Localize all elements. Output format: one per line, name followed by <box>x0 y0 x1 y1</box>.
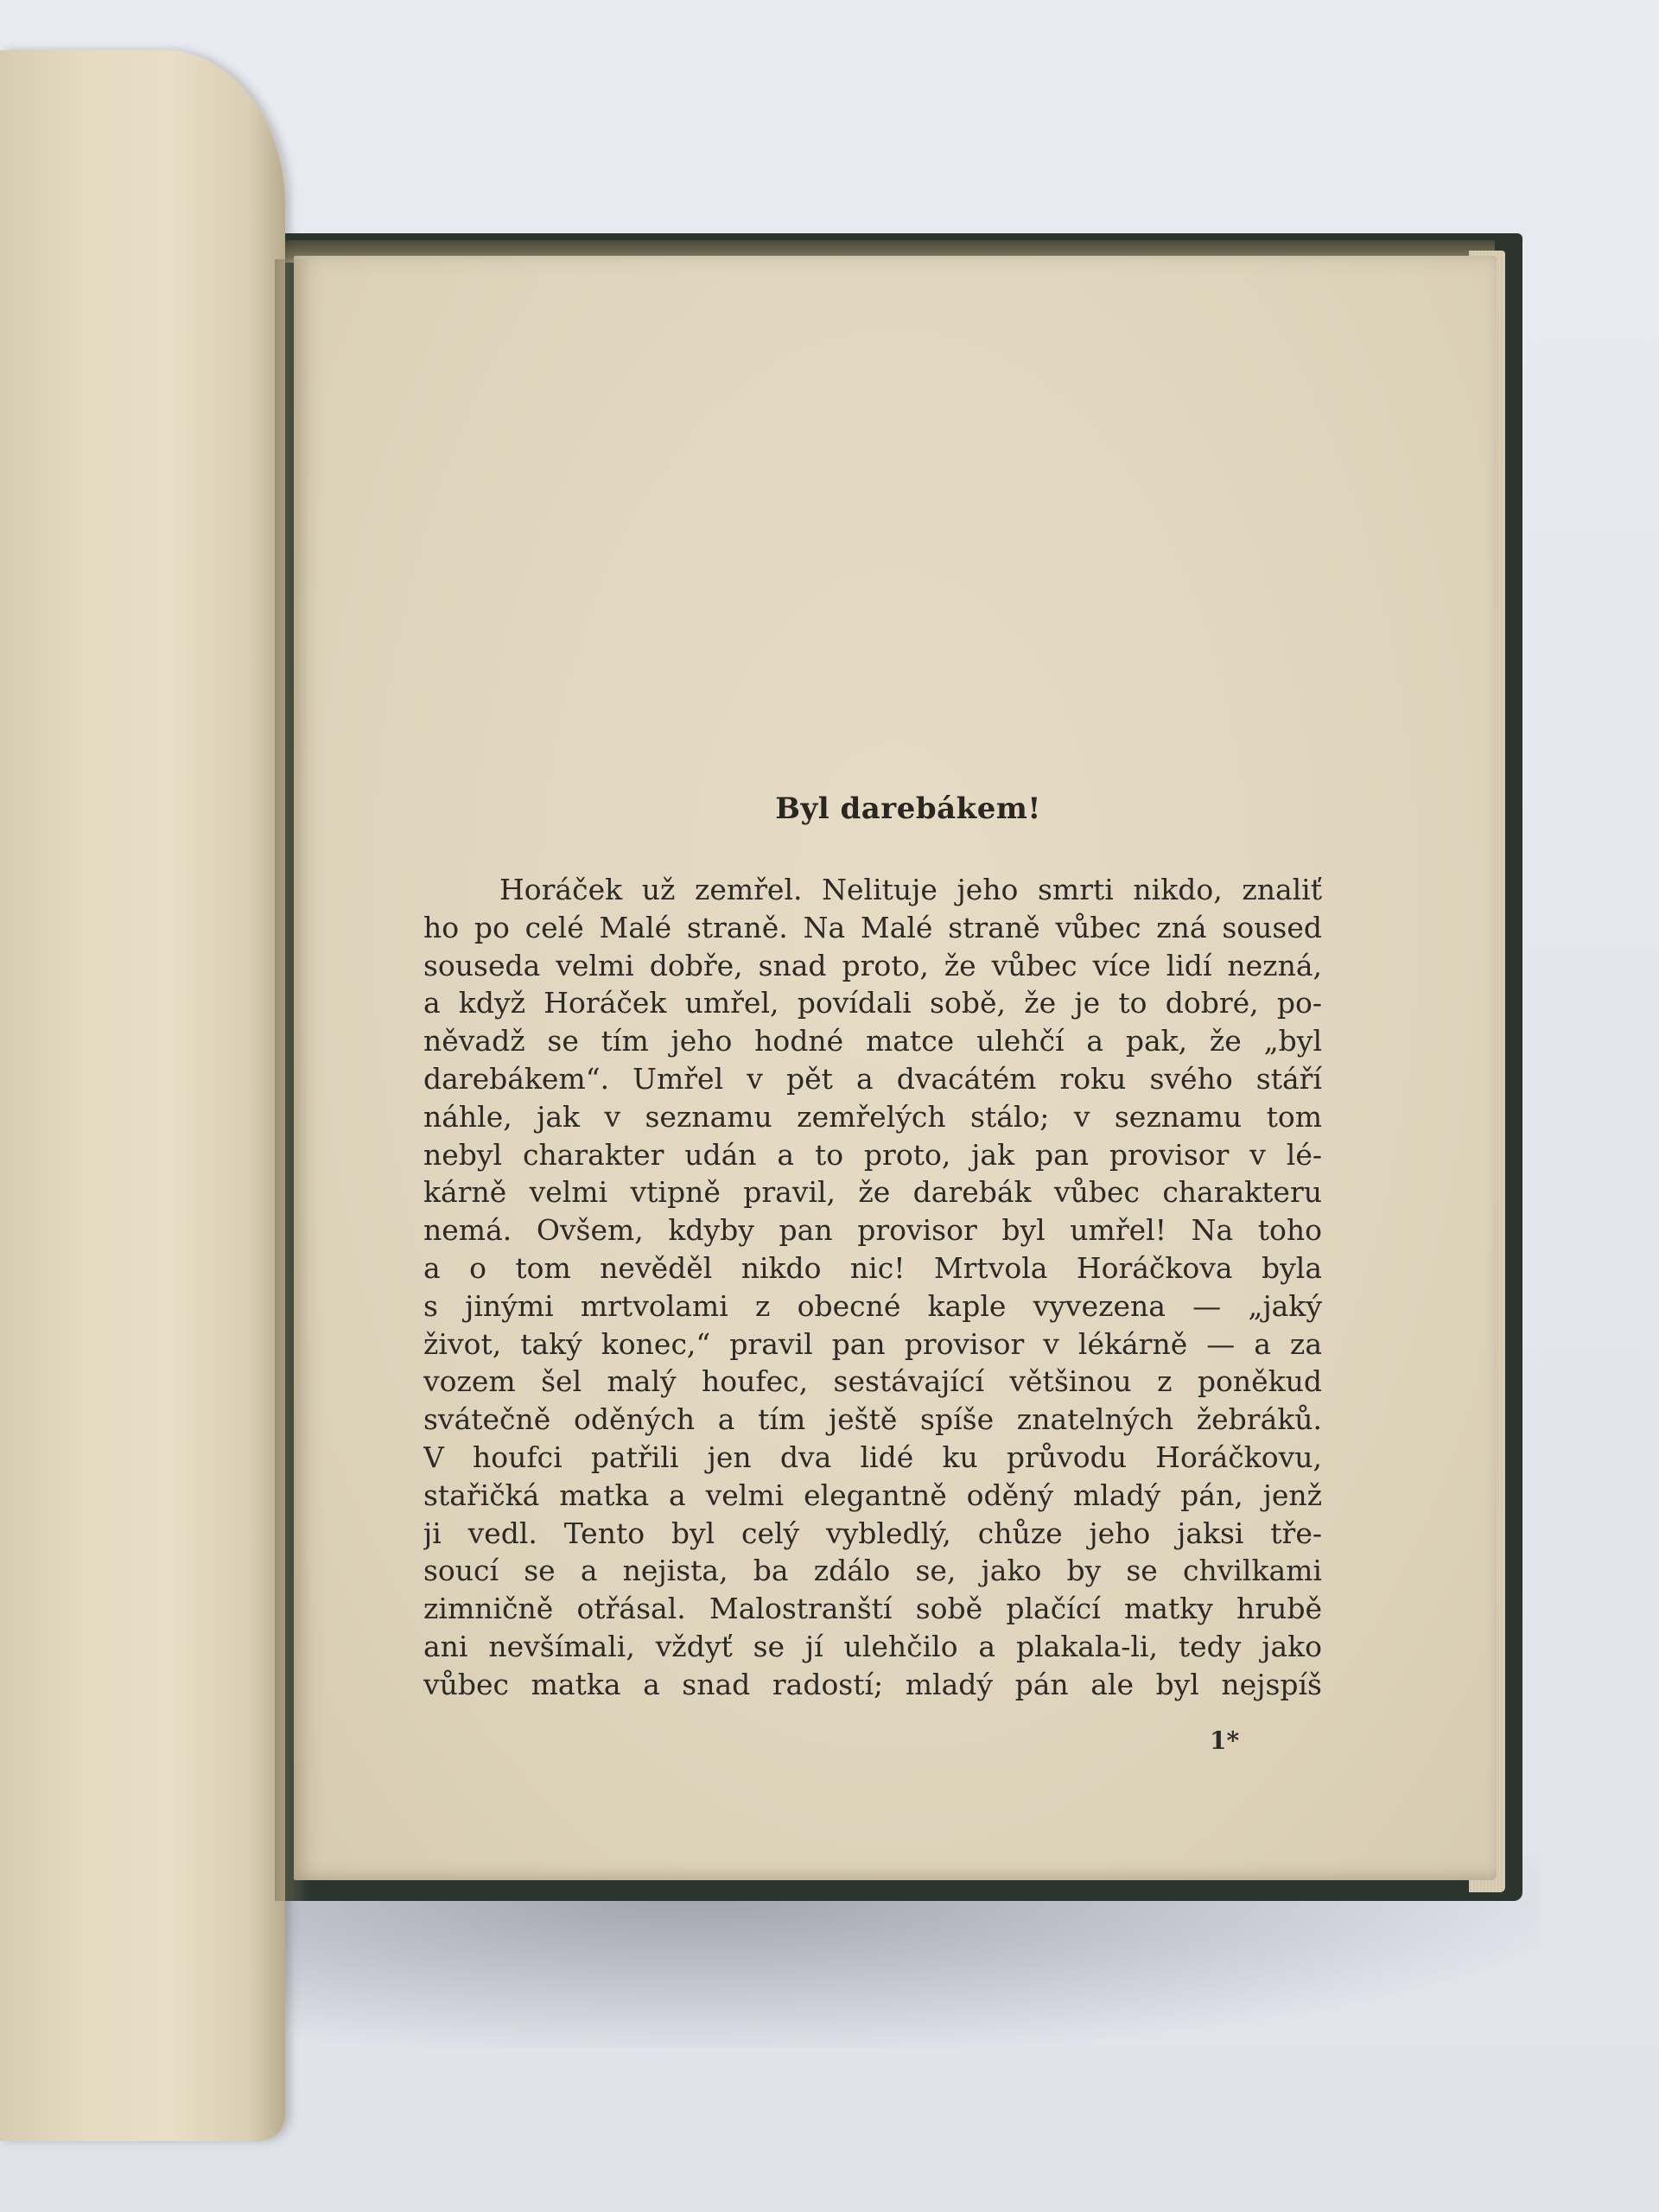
text-line: život, taký konec,“ pravil pan provisor v lékárně — a za <box>423 1326 1322 1361</box>
text-line: kárně velmi vtipně pravil, že darebák vůbec charakteru <box>423 1175 1322 1210</box>
text-line: něvadž se tím jeho hodné matce ulehčí a pak, že „byl <box>423 1024 1322 1058</box>
text-line: náhle, jak v seznamu zemřelých stálo; v seznamu tom <box>423 1099 1322 1134</box>
text-line: a když Horáček umřel, povídali sobě, že je to dobré, po- <box>423 986 1322 1020</box>
text-line: ji vedl. Tento byl celý vybledlý, chůze jeho jaksi tře- <box>423 1516 1322 1550</box>
text-line: ho po celé Malé straně. Na Malé straně vůbec zná soused <box>423 910 1322 944</box>
chapter-title: Byl darebákem! <box>775 791 1041 826</box>
text-line: svátečně oděných a tím ještě spíše znatelných žebráků. <box>423 1402 1322 1437</box>
text-line: Horáček už zemřel. Nelituje jeho smrti nikdo, znaliť <box>499 873 1322 906</box>
page-number: 1* <box>1210 1726 1240 1755</box>
left-page <box>0 50 285 2141</box>
text-line: souseda velmi dobře, snad proto, že vůbec více lidí nezná, <box>423 948 1322 982</box>
book-gutter <box>275 259 309 1901</box>
text-line: vozem šel malý houfec, sestávající většinou z poněkud <box>423 1364 1322 1399</box>
text-line: a o tom nevěděl nikdo nic! Mrtvola Horáčkova byla <box>423 1250 1322 1285</box>
text-line: vůbec matka a snad radostí; mladý pán ale byl nejspíš <box>423 1667 1322 1701</box>
text-line: zimničně otřásal. Malostranští sobě plačící matky hrubě <box>423 1592 1322 1626</box>
text-line: stařičká matka a velmi elegantně oděný mladý pán, jenž <box>423 1478 1322 1512</box>
text-line: s jinými mrtvolami z obecné kaple vyvezena — „jaký <box>423 1288 1322 1323</box>
text-line: V houfci patřili jen dva lidé ku průvodu Horáčkovu, <box>423 1440 1322 1474</box>
text-line: ani nevšímali, vždyť se jí ulehčilo a plakala-li, tedy jako <box>423 1629 1322 1663</box>
body-text <box>423 871 1322 1704</box>
text-line: soucí se a nejista, ba zdálo se, jako by se chvilkami <box>423 1554 1322 1588</box>
right-page <box>294 256 1497 1880</box>
text-line: darebákem“. Umřel v pět a dvacátém roku svého stáří <box>423 1061 1322 1096</box>
text-line: nemá. Ovšem, kdyby pan provisor byl umřel! Na toho <box>423 1213 1322 1248</box>
text-line: nebyl charakter udán a to proto, jak pan provisor v lé- <box>423 1137 1322 1172</box>
